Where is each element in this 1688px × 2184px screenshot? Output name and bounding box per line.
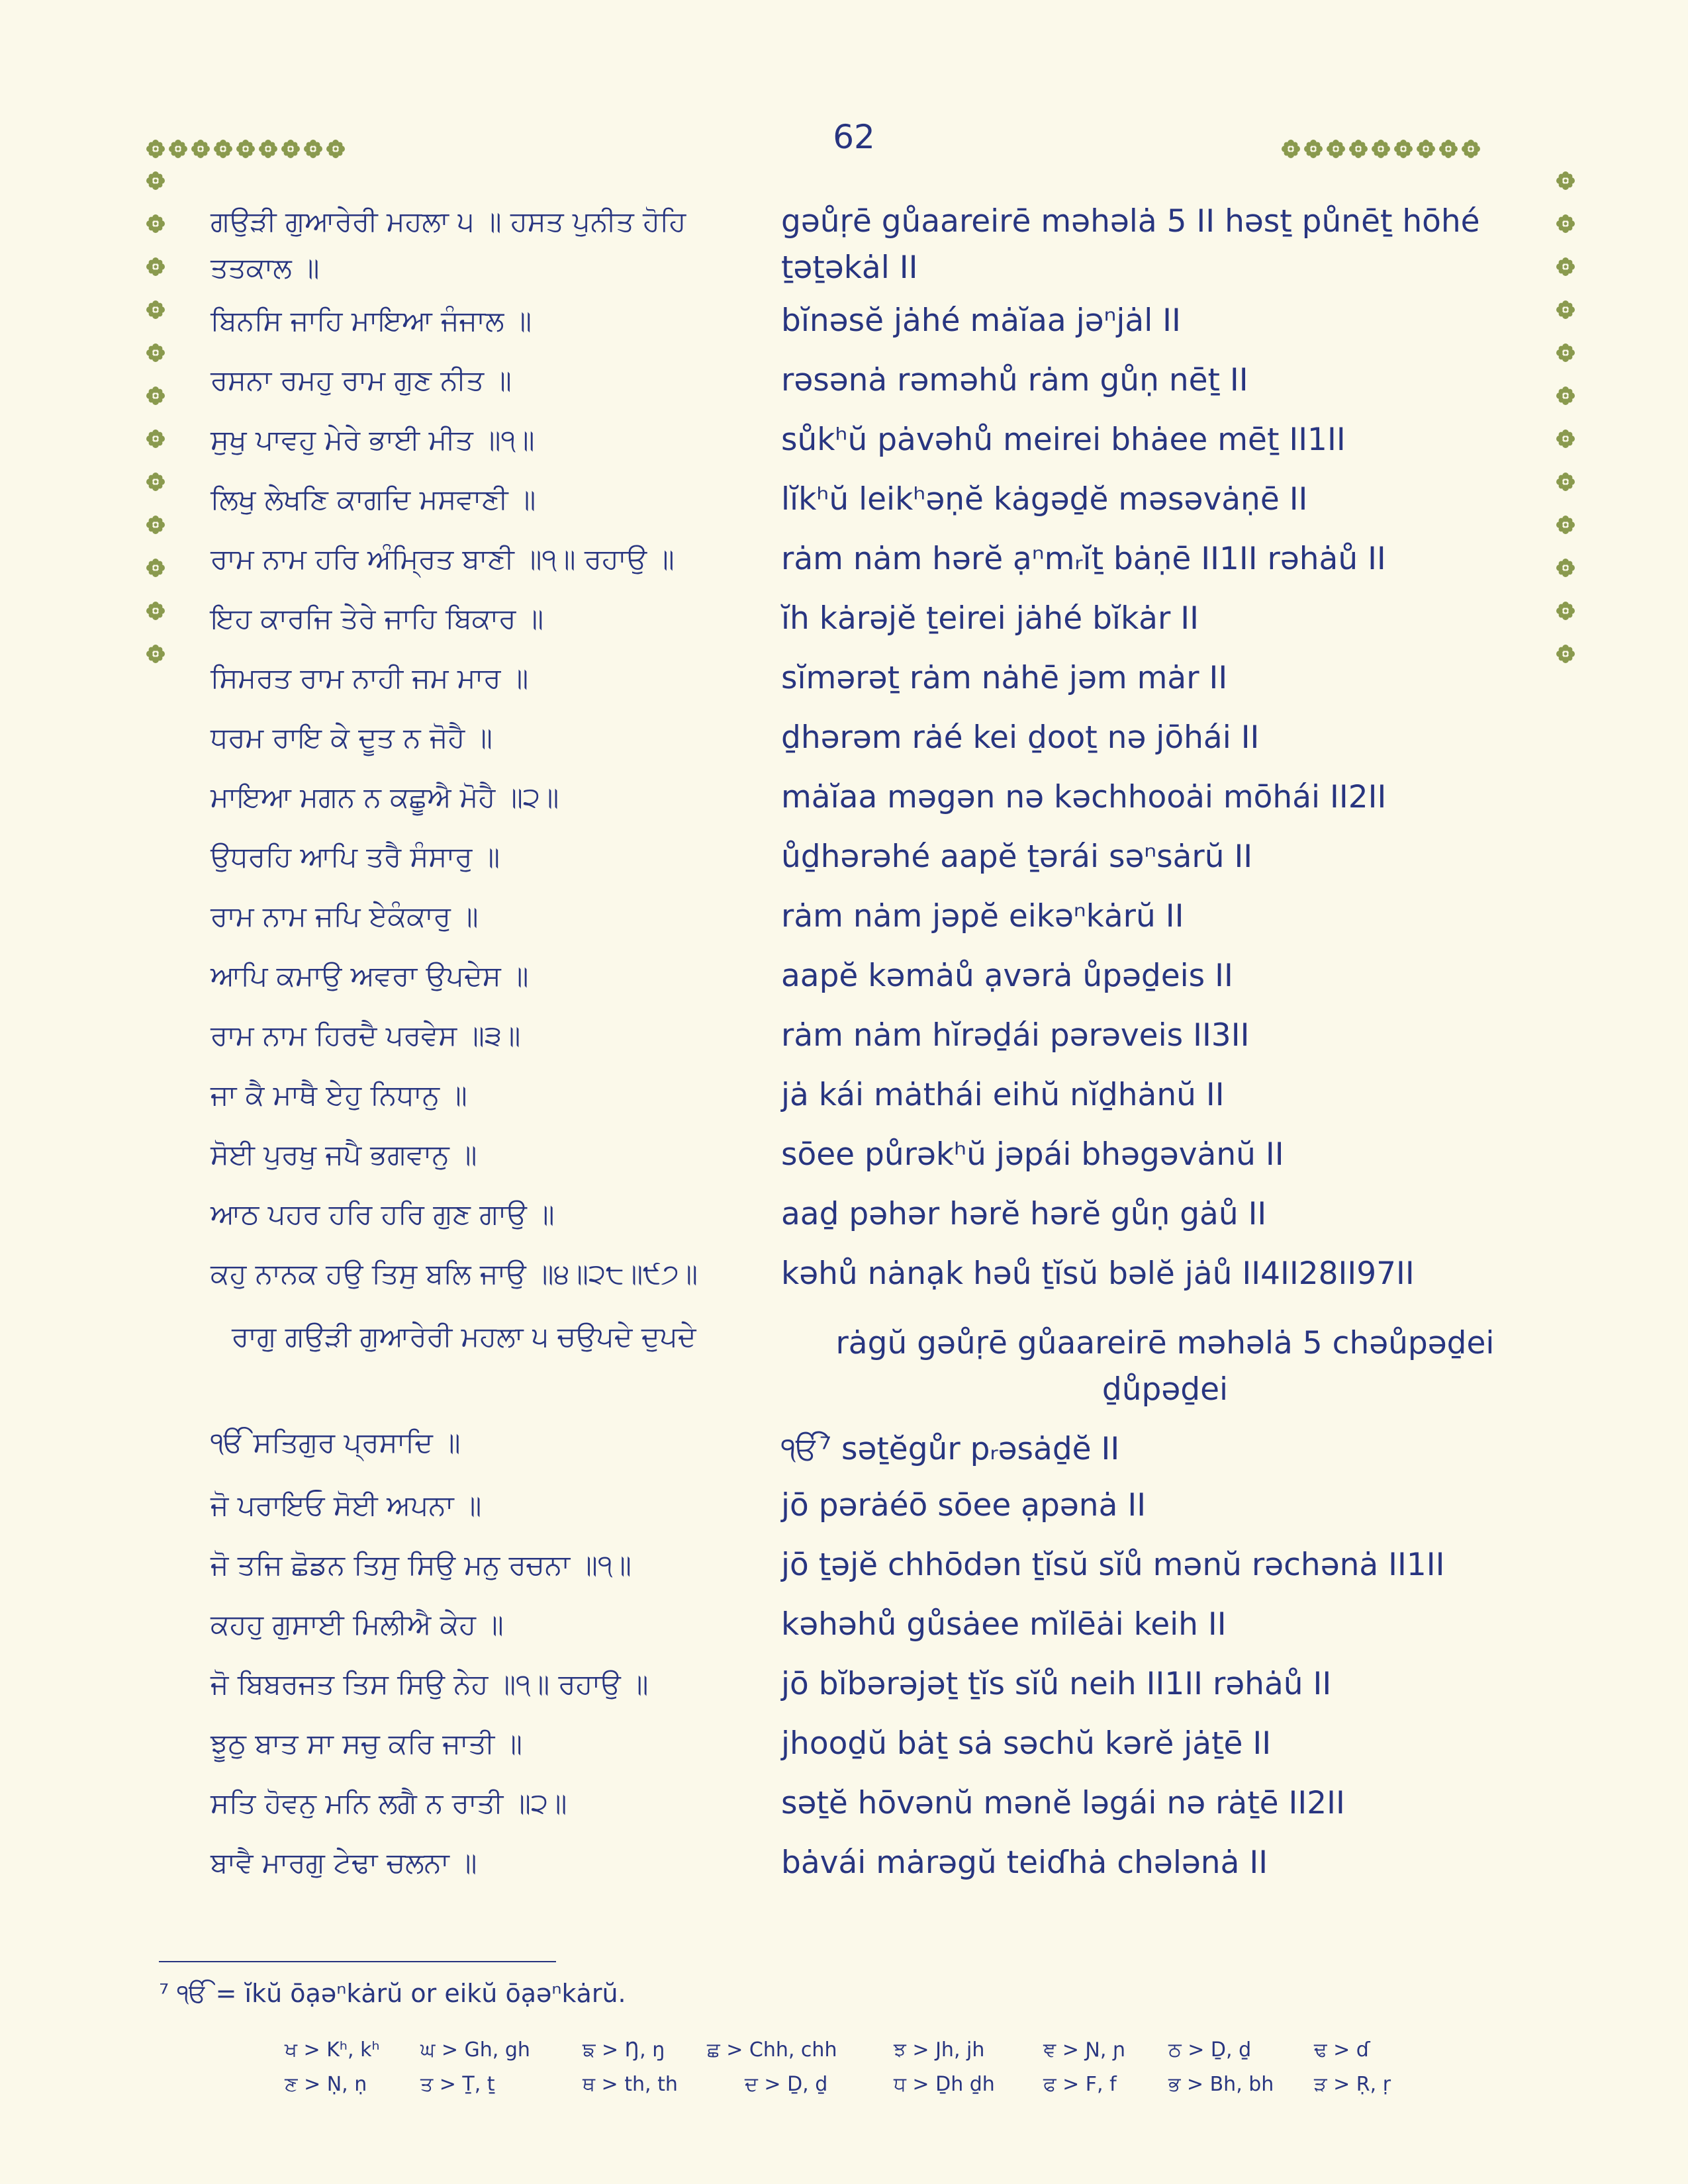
gurmukhi-line-12: ਰਾਮ ਨਾਮ ਜਪਿ ਏਕੰਕਾਰੁ ॥: [211, 900, 479, 933]
gurmukhi-line-26: ਬਾਵੈ ਮਾਰਗੁ ਟੇਢਾ ਚਲਨਾ ॥: [211, 1846, 477, 1879]
translit-line-24: jhooḏŭ bȧṯ sȧ səchŭ kərĕ jȧṯē II: [781, 1725, 1272, 1762]
gurmukhi-line-1: ਗਉੜੀ ਗੁਆਰੇਰੀ ਮਹਲਾ ੫ ॥ ਹਸਤ ਪੁਨੀਤ ਹੋਹਿ ਤਤਕਾਲ ॥: [211, 205, 686, 284]
key-item: ਭ > Bh, bh: [1168, 2073, 1274, 2096]
flower-ornament: [1556, 171, 1575, 191]
flower-ornament: [1556, 644, 1575, 664]
flower-ornament: [1438, 139, 1458, 159]
translit-line-12: rȧm nȧm jəpĕ eikəⁿkȧrŭ II: [781, 898, 1184, 934]
key-item: ਖ > Kʰ, kʰ: [285, 2038, 380, 2062]
flower-ornament: [1556, 429, 1575, 449]
gurmukhi-line-25: ਸਤਿ ਹੋਵਨੁ ਮਨਿ ਲਗੈ ਨ ਰਾਤੀ ॥੨॥: [211, 1787, 567, 1819]
flower-ornament: [258, 139, 278, 159]
gurmukhi-line-7: ਇਹ ਕਾਰਜਿ ਤੇਰੇ ਜਾਹਿ ਬਿਕਾਰ ॥: [211, 602, 544, 635]
flower-ornament: [146, 257, 165, 277]
flower-ornament: [213, 139, 233, 159]
key-item: ਙ > Ŋ, ŋ: [583, 2038, 665, 2062]
key-item: ਛ > Chh, chh: [707, 2038, 837, 2062]
translit-line-8: sĭmərəṯ rȧm nȧhē jəm mȧr II: [781, 660, 1228, 696]
gurmukhi-line-3: ਰਸਨਾ ਰਮਹੁ ਰਾਮ ਗੁਣ ਨੀਤ ॥: [211, 364, 512, 396]
gurmukhi-line-22: ਕਹਹੁ ਗੁਸਾਈ ਮਿਲੀਐ ਕੇਹ ॥: [211, 1608, 504, 1641]
key-item: ਧ > Ḏh ḏh: [894, 2073, 995, 2096]
key-item: ਝ > Jh, jh: [894, 2038, 985, 2062]
flower-ornament: [326, 139, 346, 159]
gurmukhi-line-10: ਮਾਇਆ ਮਗਨ ਨ ਕਛੂਐ ਮੋਹੈ ॥੨॥: [211, 781, 559, 813]
flower-ornament: [168, 139, 188, 159]
flower-ornament: [146, 343, 165, 363]
gurmukhi-line-8: ਸਿਮਰਤ ਰਾਮ ਨਾਹੀ ਜਮ ਮਾਰ ॥: [211, 662, 529, 694]
translit-line-17: aaḏ pəhər hərĕ hərĕ gůṇ gȧů II: [781, 1196, 1267, 1232]
flower-ornament: [146, 601, 165, 621]
translit-line-18: kəhů nȧnạk həů ṯĭsŭ bəlĕ jȧů II4II28II97II: [781, 1255, 1415, 1292]
flower-ornament: [1556, 386, 1575, 406]
translit-line-4: sůkʰŭ pȧvəhů meirei bhȧee mēṯ II1II: [781, 422, 1346, 458]
flower-ornament: [146, 171, 165, 191]
gurmukhi-line-20: ਜੋ ਪਰਾਇਓ ਸੋਈ ਅਪਨਾ ॥: [211, 1489, 482, 1522]
flower-ornament: [1303, 139, 1323, 159]
gurmukhi-line-4: ਸੁਖੁ ਪਾਵਹੁ ਮੇਰੇ ਭਾਈ ਮੀਤ ॥੧॥: [211, 424, 535, 456]
gurmukhi-line-18: ਕਹੁ ਨਾਨਕ ਹਉ ਤਿਸੁ ਬਲਿ ਜਾਉ ॥੪॥੨੮॥੯੭॥: [211, 1257, 698, 1290]
footnote-rule: [159, 1961, 556, 1962]
flower-ornament: [1281, 139, 1301, 159]
translit-line-19: ੴ⁷ səṯĕgůr pᵣəsȧḏĕ II: [781, 1431, 1120, 1467]
flower-ornament: [281, 139, 301, 159]
key-item: ਥ > th, th: [583, 2073, 678, 2096]
translit-line-22: kəhəhů gůsȧee mĭlēȧi keih II: [781, 1606, 1227, 1643]
key-item: ਫ > F, f: [1043, 2073, 1117, 2096]
gurmukhi-line-14: ਰਾਮ ਨਾਮ ਹਿਰਦੈ ਪਰਵੇਸ ॥੩॥: [211, 1019, 521, 1052]
translit-line-21: jō ṯəjĕ chhōdən ṯĭsŭ sĭů mənŭ rəchənȧ II1II: [781, 1547, 1445, 1583]
flower-ornament: [146, 139, 165, 159]
gurmukhi-line-19: ੴ ਸਤਿਗੁਰ ਪ੍ਰਸਾਦਿ ॥: [211, 1426, 461, 1459]
key-item: ਞ > Ɲ, ɲ: [1043, 2038, 1126, 2062]
key-item: ਘ > Gh, gh: [420, 2038, 530, 2062]
key-item: ਣ > Ṇ, ṇ: [285, 2073, 367, 2096]
flower-ornament: [1556, 472, 1575, 492]
translit-line-14: rȧm nȧm hĭrəḏái pərəveis II3II: [781, 1017, 1250, 1054]
translit-line-2: bĭnəsĕ jȧhé mȧĭaa jəⁿjȧl II: [781, 302, 1181, 339]
translit-line-20: jō pərȧéō sōee ạpənȧ II: [781, 1487, 1147, 1524]
gurmukhi-line-16: ਸੋਈ ਪੁਰਖੁ ਜਪੈ ਭਗਵਾਨੁ ॥: [211, 1138, 477, 1171]
gurmukhi-line-6: ਰਾਮ ਨਾਮ ਹਰਿ ਅੰਮ੍ਰਿਤ ਬਾਣੀ ॥੧॥ ਰਹਾਉ ॥: [211, 543, 675, 575]
gurmukhi-line-11: ਉਧਰਹਿ ਆਪਿ ਤਰੈ ਸੰਸਾਰੁ ॥: [211, 841, 500, 873]
footnote: ⁷ ੴ = ĭkŭ ōạəⁿkȧrŭ or eikŭ ōạəⁿkȧrŭ.: [159, 1979, 626, 2008]
flower-ornament: [146, 300, 165, 320]
flower-ornament: [1556, 515, 1575, 535]
key-item: ਢ > ɗ: [1314, 2038, 1370, 2062]
translit-line-10: mȧĭaa məgən nə kəchhooȧi mōhái II2II: [781, 779, 1387, 815]
flower-ornament: [1556, 214, 1575, 234]
translit-line-1: gəůṛē gůaareirē məhəlȧ 5 II həsṯ půnēṯ hōhé ṯəṯəkȧl II: [781, 203, 1480, 286]
translit-line-25: səṯĕ hōvənŭ mənĕ ləgái nə rȧṯē II2II: [781, 1785, 1345, 1821]
translit-line-3: rəsənȧ rəməhů rȧm gůṇ nēṯ II: [781, 362, 1248, 398]
translit-line-6: rȧm nȧm hərĕ ạⁿmᵣĭṯ bȧṇē II1II rəhȧů II: [781, 541, 1386, 577]
key-item: ਦ > Ḏ, ḏ: [745, 2073, 828, 2096]
translit-line-26: bȧvái mȧrəgŭ teiɗhȧ chələnȧ II: [781, 1844, 1268, 1881]
gurmukhi-line-13: ਆਪਿ ਕਮਾਉ ਅਵਰਾ ਉਪਦੇਸ ॥: [211, 960, 529, 992]
gurmukhi-line-15: ਜਾ ਕੈ ਮਾਥੈ ਏਹੁ ਨਿਧਾਨੁ ॥: [211, 1079, 467, 1111]
flower-ornament: [191, 139, 211, 159]
translit-line-5: lĭkʰŭ leikʰəṇĕ kȧgəḏĕ məsəvȧṇē II: [781, 481, 1308, 518]
flower-ornament: [1371, 139, 1391, 159]
flower-ornament: [146, 472, 165, 492]
gurmukhi-line-23: ਜੋ ਬਿਬਰਜਤ ਤਿਸ ਸਿਉ ਨੇਹ ॥੧॥ ਰਹਾਉ ॥: [211, 1668, 649, 1700]
page-number: 62: [833, 118, 875, 156]
flower-ornament: [1348, 139, 1368, 159]
flower-ornament: [146, 644, 165, 664]
gurmukhi-line-9: ਧਰਮ ਰਾਇ ਕੇ ਦੂਤ ਨ ਜੋਹੈ ॥: [211, 721, 492, 754]
flower-ornament: [1556, 257, 1575, 277]
flower-ornament: [1326, 139, 1346, 159]
flower-ornament: [1556, 601, 1575, 621]
translit-line-7: ĭh kȧrəjĕ ṯeirei jȧhé bĭkȧr II: [781, 600, 1199, 637]
flower-ornament: [1556, 300, 1575, 320]
gurmukhi-line-21: ਜੋ ਤਜਿ ਛੋਡਨ ਤਿਸੁ ਸਿਉ ਮਨੁ ਰਚਨਾ ॥੧॥: [211, 1549, 632, 1581]
flower-ornament: [1556, 343, 1575, 363]
gurmukhi-line-24: ਝੂਠੁ ਬਾਤ ਸਾ ਸਚੁ ਕਰਿ ਜਾਤੀ ॥: [211, 1727, 522, 1760]
flower-ornament: [146, 214, 165, 234]
gurmukhi-line-2: ਬਿਨਸਿ ਜਾਹਿ ਮਾਇਆ ਜੰਜਾਲ ॥: [211, 304, 532, 337]
key-item: ਤ > Ṯ, ṯ: [420, 2073, 495, 2096]
gurmukhi-line-17: ਆਠ ਪਹਰ ਹਰਿ ਹਰਿ ਗੁਣ ਗਾਉ ॥: [211, 1198, 555, 1230]
flower-ornament: [303, 139, 323, 159]
flower-ornament: [1416, 139, 1436, 159]
translit-line-13: aapĕ kəmȧů ạvərȧ ůpəḏeis II: [781, 958, 1233, 994]
flower-ornament: [146, 558, 165, 578]
translit-line-9: ḏhərəm rȧé kei ḏooṯ nə jōhái II: [781, 719, 1260, 756]
flower-ornament: [146, 429, 165, 449]
key-item: ਠ > Ḏ, ḏ: [1168, 2038, 1252, 2062]
translit-line-11: ůḏhərəhé aapĕ ṯərái səⁿsȧrŭ II: [781, 839, 1253, 875]
translit-line-16: sōee půrəkʰŭ jəpái bhəgəvȧnŭ II: [781, 1136, 1284, 1173]
flower-ornament: [1461, 139, 1481, 159]
flower-ornament: [1556, 558, 1575, 578]
translit-line-15: jȧ kái mȧthái eihŭ nĭḏhȧnŭ II: [781, 1077, 1225, 1113]
key-item: ੜ > Ṛ, ṛ: [1314, 2073, 1391, 2096]
flower-ornament: [146, 386, 165, 406]
flower-ornament: [1393, 139, 1413, 159]
flower-ornament: [146, 515, 165, 535]
gurmukhi-line-5: ਲਿਖੁ ਲੇਖਣਿ ਕਾਗਦਿ ਮਸਵਾਣੀ ॥: [211, 483, 536, 516]
translit-line-23: jō bĭbərəjəṯ ṯĭs sĭů neih II1II rəhȧů II: [781, 1666, 1332, 1702]
section-heading-translit: rȧgŭ gəůṛē gůaareirē məhəlȧ 5 chəůpəḏei ḏůpəḏei: [835, 1325, 1495, 1408]
section-heading-gurmukhi: ਰਾਗੁ ਗਉੜੀ ਗੁਆਰੇਰੀ ਮਹਲਾ ੫ ਚਉਪਦੇ ਦੁਪਦੇ: [232, 1320, 696, 1353]
flower-ornament: [236, 139, 256, 159]
